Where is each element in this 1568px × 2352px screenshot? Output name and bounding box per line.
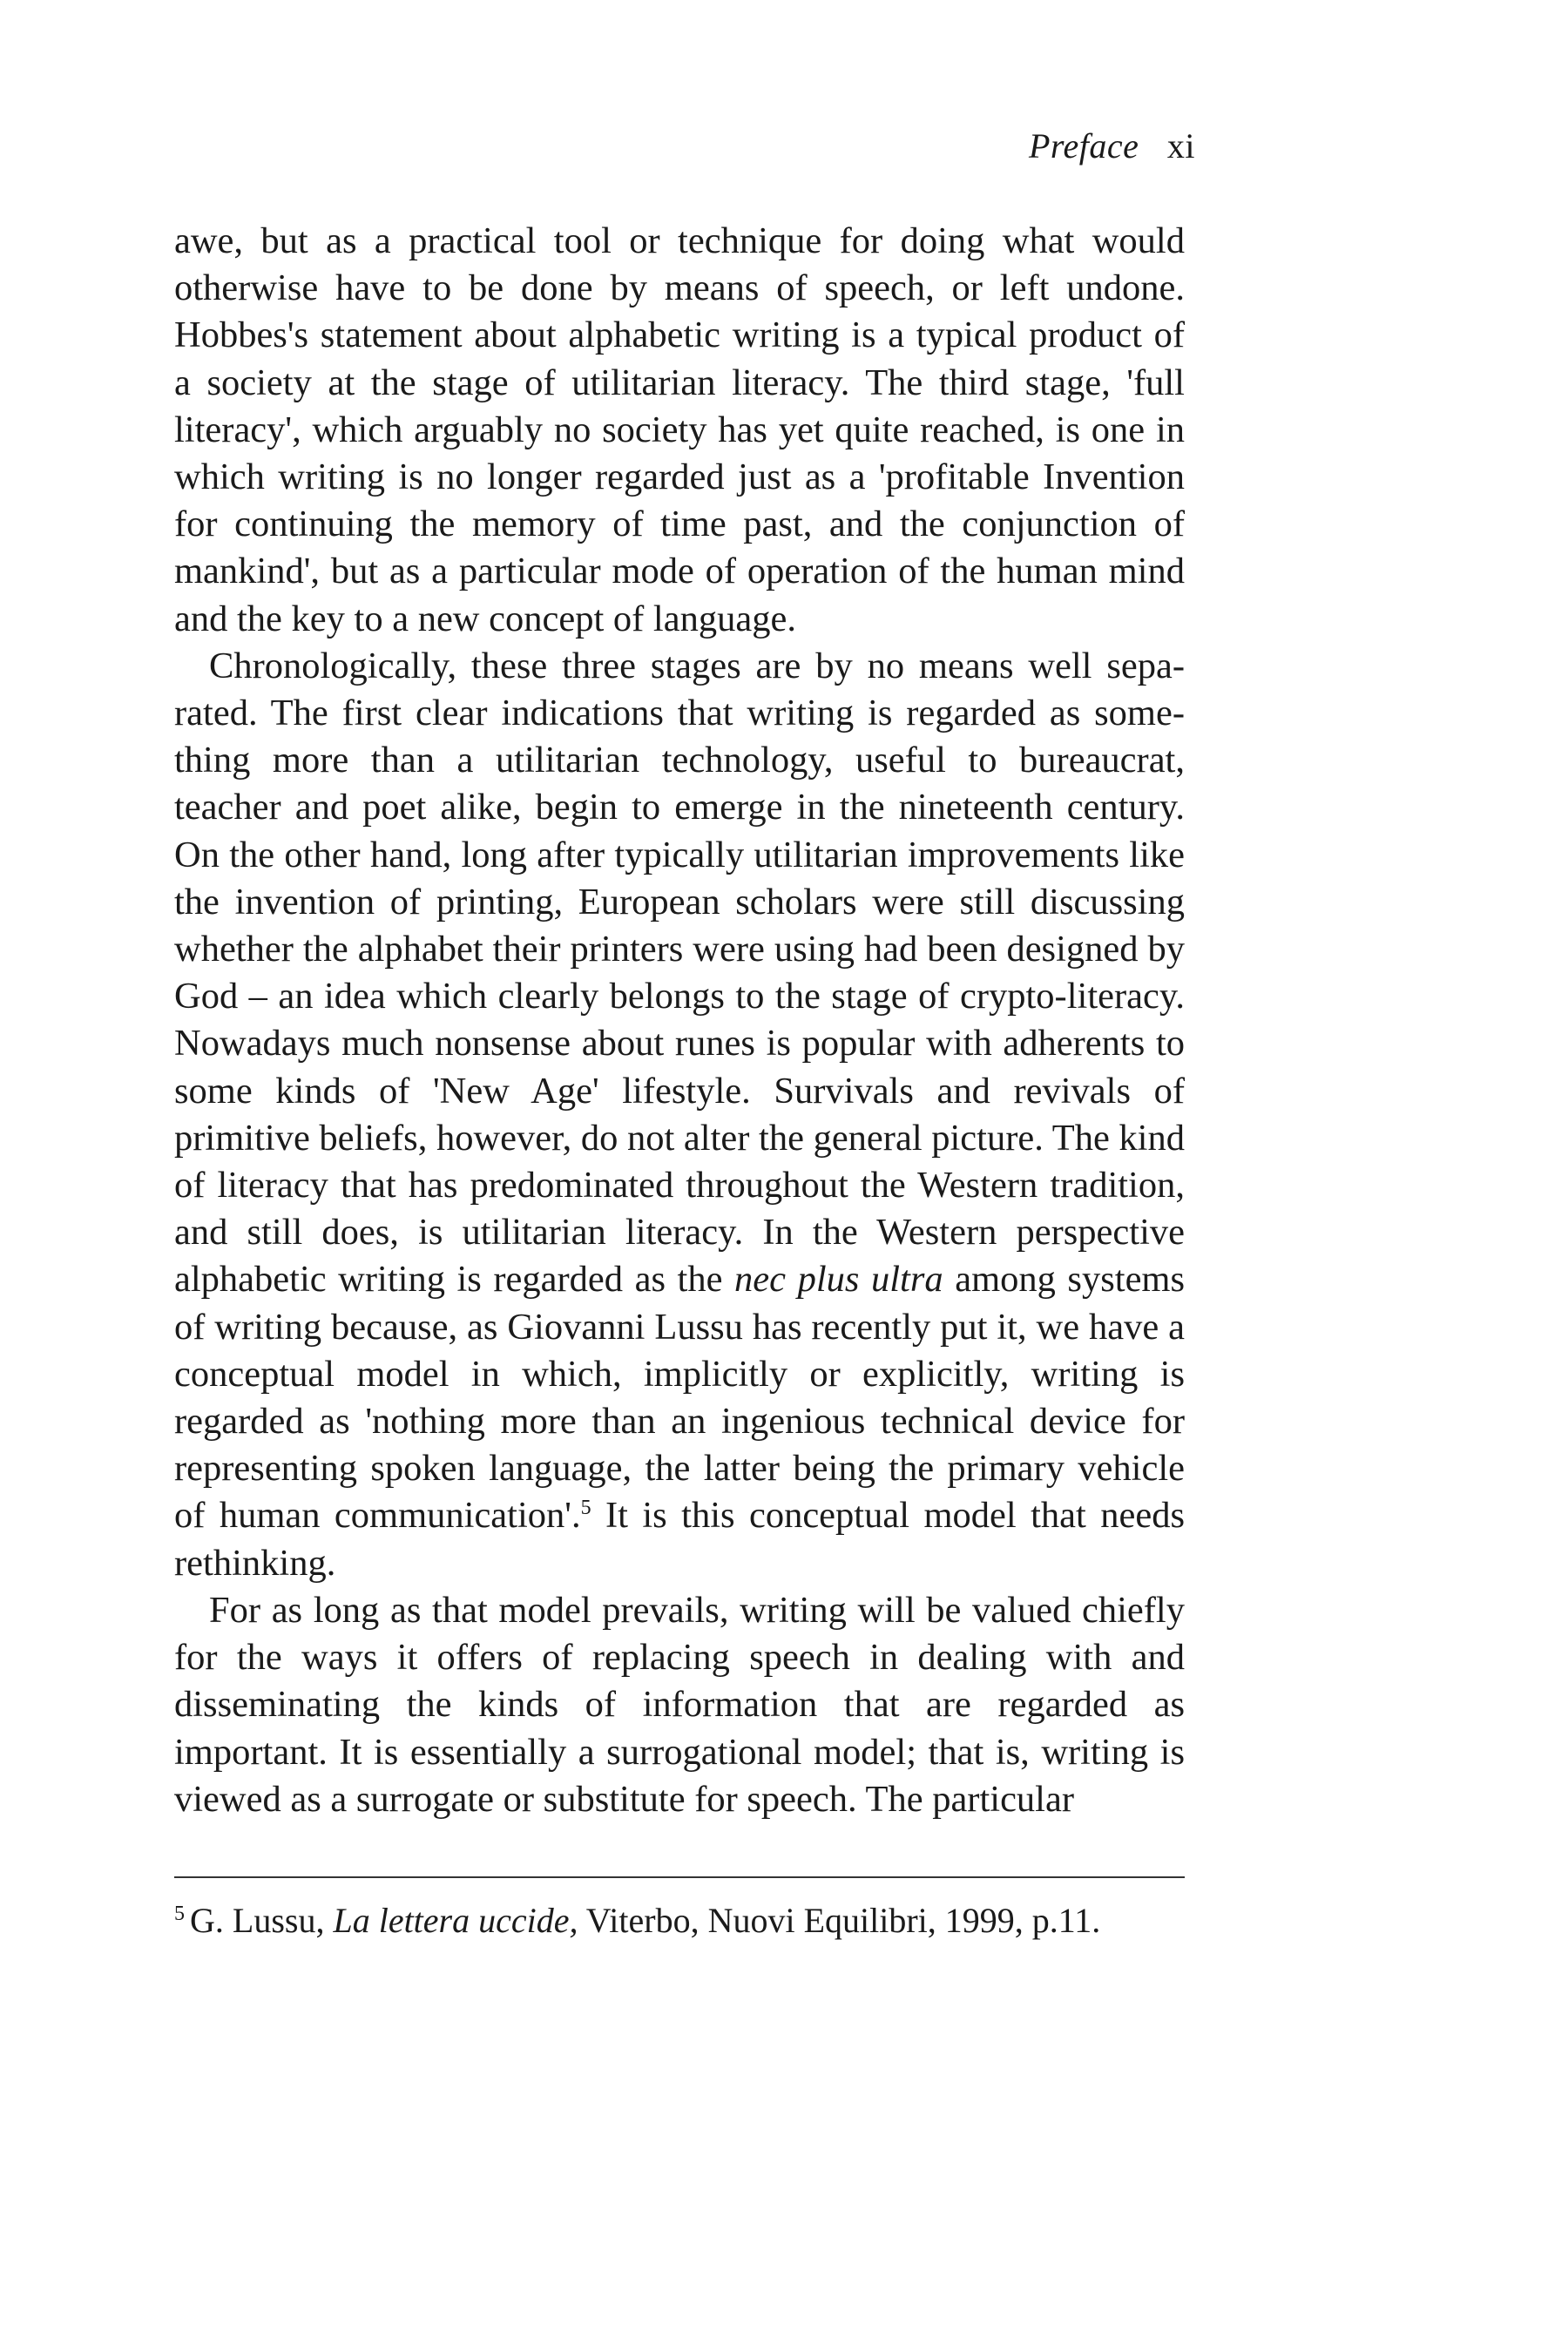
body-text [174, 218, 1185, 1823]
paragraph-2-italic-phrase: nec plus ultra [734, 1259, 943, 1301]
footnote [174, 1899, 1185, 1943]
paragraph-2-text: Chronologically, these three stages are by no means well separated. The first clear indications that writing is regarded as something more than a utilitarian technology, useful to bureaucrat, teacher and poet alike, begin to emerge in the nineteenth century. On the other hand, long after typically utilitarian improvements like the invention of printing, European scholars were still discussing whether the alphabet their printers were using had been designed by God – an idea which clearly belongs to the stage of crypto-literacy. Nowadays much nonsense about runes is popular with adherents to some kinds of 'New Age' lifestyle. Survivals and revivals of primitive beliefs, however, do not alter the general picture. The kind of literacy that has predominated throughout the Western tradition, and still does, is utilitarian literacy. In the Western perspective alphabetic writing is regarded as the [174, 645, 1185, 1301]
footnote-italic-title: La lettera uccide, [333, 1901, 578, 1940]
footnote-text-before: G. Lussu, [190, 1901, 325, 1940]
footnote-reference: 5 [580, 1497, 591, 1520]
paragraph-1-text: awe, but as a practical tool or technique for doing what would otherwise have to be done by means of speech, or left undone. Hobbes's statement about alphabetic writing is a typical product of a society at the stage of utilitarian literacy. The third stage, 'full literacy', which arguably no society has yet quite reached, is one in which writing is no longer regarded just as a 'profitable Invention for continuing the memory of time past, and the conjunction of mankind', but as a particular mode of operation of the human mind and the key to a new concept of language. [174, 220, 1185, 639]
page-number: xi [1166, 126, 1195, 166]
paragraph-2-text-end: It is this conceptual model that needs rethinking. [174, 1495, 1185, 1584]
running-head-title: Preface [1028, 126, 1139, 166]
running-head [1029, 125, 1195, 166]
paragraph-2 [174, 643, 1185, 1587]
footnote-divider [174, 1876, 1185, 1878]
footnote-text-after: Viterbo, Nuovi Equilibri, 1999, p.11. [585, 1901, 1101, 1940]
paragraph-3 [174, 1587, 1185, 1823]
paragraph-2-text-continued: among systems of writing because, as Giovanni Lussu has recently put it, we have a conceptual model in which, implicitly or explicitly, writing is regarded as 'nothing more than an ingenious technical device for representing spoken language, the latter being the primary vehicle of human communication'. [174, 1259, 1186, 1537]
paragraph-3-text: For as long as that model prevails, writing will be valued chiefly for the ways it offers of replacing speech in dealing with and disseminating the kinds of information that are regarded as important. It is essentially a surrogational model; that is, writing is viewed as a surrogate or substitute for speech. The particular [174, 1589, 1185, 1820]
footnote-number: 5 [174, 1902, 185, 1925]
paragraph-1 [174, 218, 1185, 643]
